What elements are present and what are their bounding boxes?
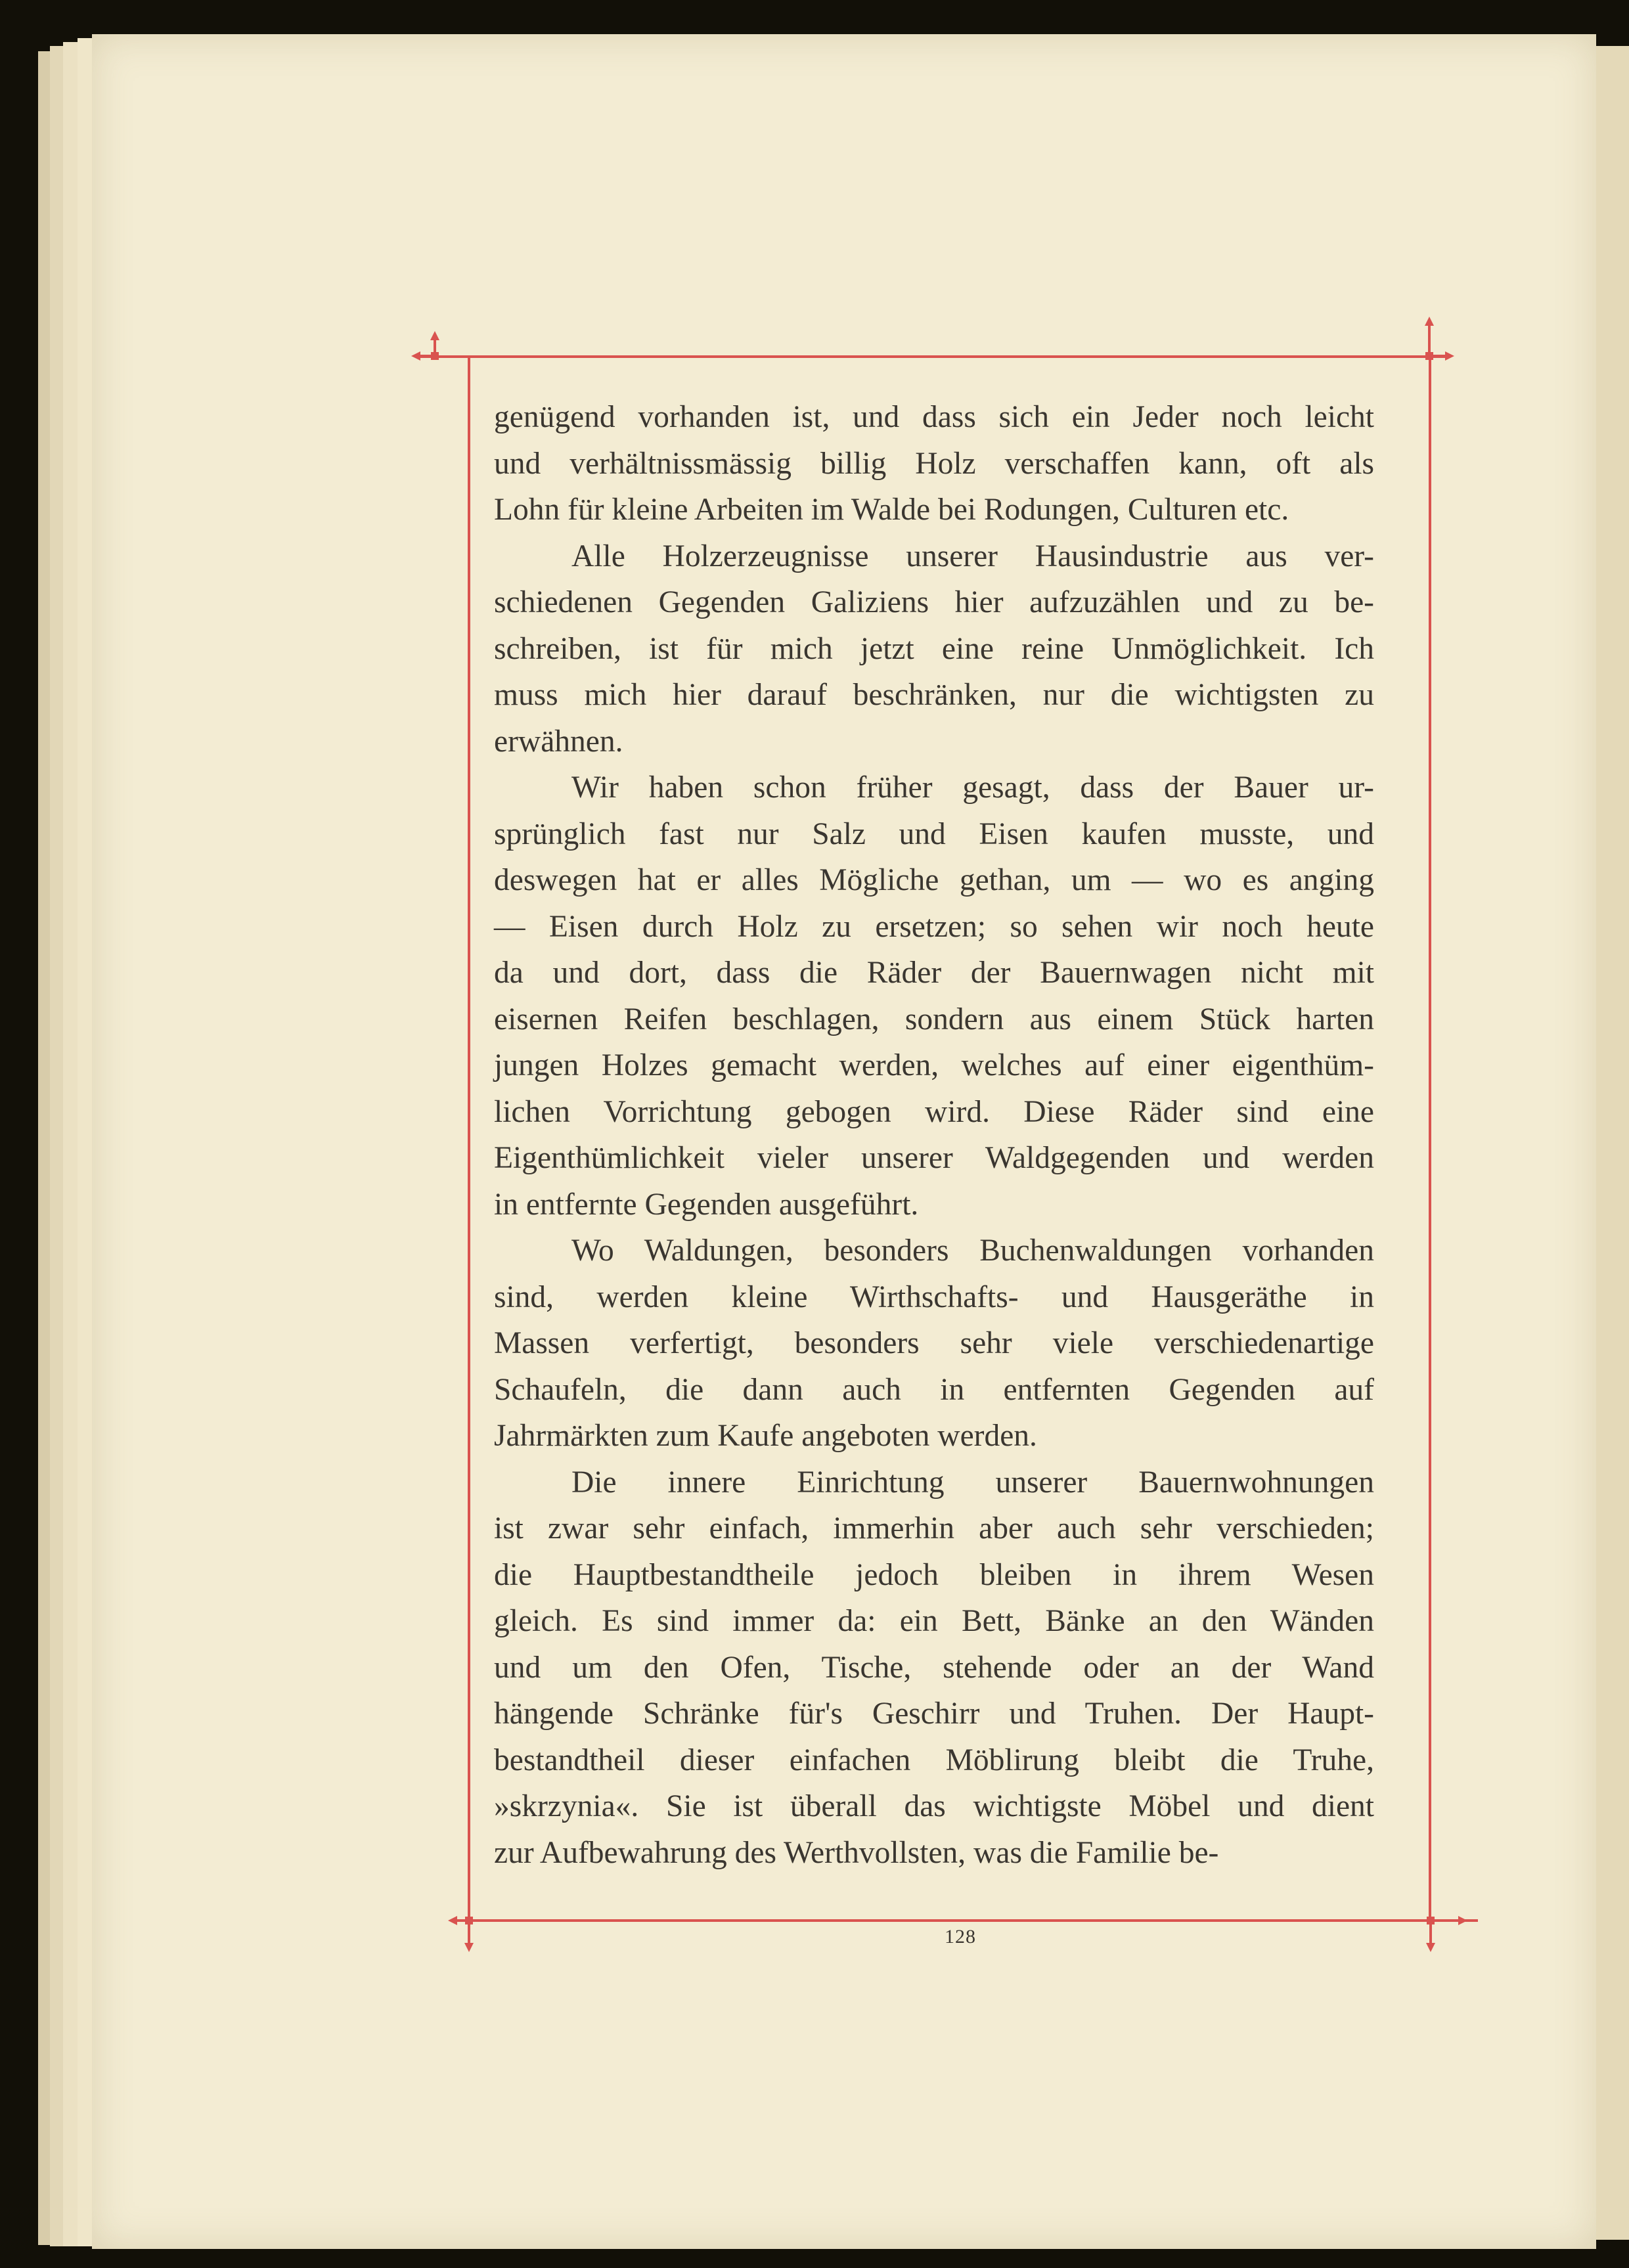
frame-rule-top xyxy=(420,355,1448,358)
text-line: zur Aufbewahrung des Werthvollsten, was die Familie be- xyxy=(494,1835,1219,1870)
text-line: Wo Waldungen, besonders Buchenwaldungen vorhanden xyxy=(571,1234,1374,1268)
body-text xyxy=(494,394,1374,1876)
frame-corner-ornament xyxy=(1406,1905,1484,1957)
text-line: deswegen hat er alles Mögliche gethan, um — wo es anging xyxy=(494,863,1374,897)
text-line: die Hauptbestandtheile jedoch bleiben in ihrem Wesen xyxy=(494,1557,1374,1592)
paragraph xyxy=(494,394,1374,533)
text-line: lichen Vorrichtung gebogen wird. Diese Räder sind eine xyxy=(494,1094,1374,1129)
frame-corner-ornament xyxy=(447,1905,525,1957)
frame-corner-ornament xyxy=(1379,314,1458,367)
page-number: 128 xyxy=(945,1926,976,1947)
text-line: jungen Holzes gemacht werden, welches auf einer eigenthüm- xyxy=(494,1048,1374,1082)
text-line: schreiben, ist für mich jetzt eine reine Unmöglichkeit. Ich xyxy=(494,631,1374,666)
text-line: und um den Ofen, Tische, stehende oder an der Wand xyxy=(494,1650,1374,1685)
paragraph xyxy=(494,1228,1374,1459)
text-line: bestandtheil dieser einfachen Möblirung bleibt die Truhe, xyxy=(494,1743,1374,1777)
text-line: genügend vorhanden ist, und dass sich ein Jeder noch leicht xyxy=(494,400,1374,434)
text-line: — Eisen durch Holz zu ersetzen; so sehen wir noch heute xyxy=(494,909,1374,944)
text-line: Wir haben schon früher gesagt, dass der Bauer ur- xyxy=(571,770,1374,805)
text-line: hängende Schränke für's Geschirr und Truhen. Der Haupt- xyxy=(494,1697,1374,1731)
text-line: eisernen Reifen beschlagen, sondern aus einem Stück harten xyxy=(494,1002,1374,1036)
text-line: da und dort, dass die Räder der Bauernwagen nicht mit xyxy=(494,956,1374,990)
paragraph xyxy=(494,1459,1374,1877)
paragraph xyxy=(494,533,1374,765)
frame-rule-right xyxy=(1429,358,1431,1919)
text-line: Jahrmärkten zum Kaufe angeboten werden. xyxy=(494,1419,1037,1453)
text-line: Schaufeln, die dann auch in entfernten Gegenden auf xyxy=(494,1372,1374,1407)
text-line: sprünglich fast nur Salz und Eisen kaufen musste, und xyxy=(494,816,1374,851)
text-line: Alle Holzerzeugnisse unserer Hausindustrie aus ver- xyxy=(571,539,1374,573)
text-line: in entfernte Gegenden ausgeführt. xyxy=(494,1187,919,1222)
frame-corner-ornament xyxy=(407,328,486,381)
text-line: Massen verfertigt, besonders sehr viele verschiedenartige xyxy=(494,1326,1374,1360)
text-line: ist zwar sehr einfach, immerhin aber auch sehr verschieden; xyxy=(494,1511,1374,1545)
text-line: muss mich hier darauf beschränken, nur die wichtigsten zu xyxy=(494,678,1374,712)
text-line: Die innere Einrichtung unserer Bauernwohnungen xyxy=(571,1465,1374,1500)
text-line: und verhältnissmässig billig Holz verschaffen kann, oft als xyxy=(494,446,1374,481)
text-line: Eigenthümlichkeit vieler unserer Waldgegenden und werden xyxy=(494,1141,1374,1175)
text-line: sind, werden kleine Wirthschafts- und Hausgeräthe in xyxy=(494,1279,1374,1314)
frame-rule-bottom xyxy=(453,1919,1478,1922)
text-line: Lohn für kleine Arbeiten im Walde bei Rodungen, Culturen etc. xyxy=(494,493,1289,527)
text-line: erwähnen. xyxy=(494,724,623,759)
frame-rule-left xyxy=(468,358,470,1919)
text-line: gleich. Es sind immer da: ein Bett, Bänke an den Wänden xyxy=(494,1604,1374,1638)
text-line: »skrzynia«. Sie ist überall das wichtigste Möbel und dient xyxy=(494,1789,1374,1823)
paragraph xyxy=(494,765,1374,1228)
text-line: schiedenen Gegenden Galiziens hier aufzuzählen und zu be- xyxy=(494,585,1374,619)
